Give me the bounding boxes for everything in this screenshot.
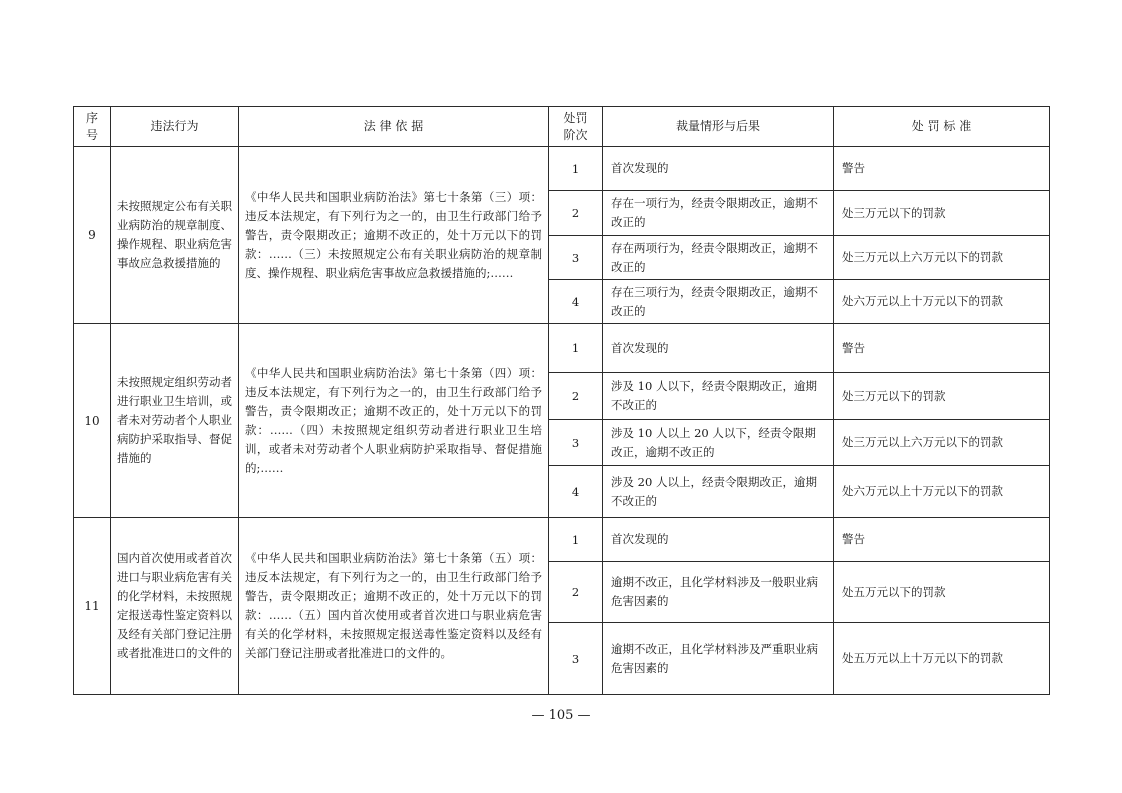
header-violation: 违法行为 [111,107,239,147]
circumstance-cell: 逾期不改正，且化学材料涉及一般职业病危害因素的 [603,562,834,623]
penalty-cell: 警告 [834,147,1050,191]
circumstance-cell: 涉及 10 人以下，经责令限期改正，逾期不改正的 [603,373,834,420]
order-cell: 3 [549,236,603,280]
order-cell: 4 [549,280,603,324]
table-row [74,147,1050,191]
header-seq: 序号 [74,107,111,147]
header-legal-basis: 法 律 依 据 [239,107,549,147]
order-cell: 4 [549,466,603,518]
header-penalty-standard: 处 罚 标 准 [834,107,1050,147]
legal-basis-cell: 《中华人民共和国职业病防治法》第七十条第（三）项：违反本法规定，有下列行为之一的，由卫生行政部门给予警告，责令限期改正；逾期不改正的，处十万元以下的罚款：……（三）未按照规定公布有关职业病防治的规章制度、操作规程、职业病危害事故应急救援措施的;…… [239,147,549,324]
order-cell: 3 [549,420,603,466]
header-circumstance: 裁量情形与后果 [603,107,834,147]
penalty-cell: 处三万元以下的罚款 [834,191,1050,236]
penalty-cell: 警告 [834,324,1050,373]
circumstance-cell: 涉及 10 人以上 20 人以下，经责令限期改正，逾期不改正的 [603,420,834,466]
order-cell: 2 [549,562,603,623]
legal-basis-cell: 《中华人民共和国职业病防治法》第七十条第（五）项：违反本法规定，有下列行为之一的，由卫生行政部门给予警告，责令限期改正；逾期不改正的，处十万元以下的罚款：……（五）国内首次使用或者首次进口与职业病危害有关的化学材料，未按照规定报送毒性鉴定资料以及经有关部门登记注册或者批准进口的文件的。 [239,518,549,695]
circumstance-cell: 存在一项行为，经责令限期改正，逾期不改正的 [603,191,834,236]
penalty-cell: 处三万元以下的罚款 [834,373,1050,420]
order-cell: 1 [549,324,603,373]
circumstance-cell: 存在两项行为，经责令限期改正，逾期不改正的 [603,236,834,280]
order-cell: 1 [549,147,603,191]
penalty-standards-table [73,106,1050,695]
circumstance-cell: 首次发现的 [603,518,834,562]
page-number: — 105 — [531,708,591,723]
seq-cell: 10 [74,324,111,518]
penalty-cell: 处三万元以上六万元以下的罚款 [834,420,1050,466]
seq-cell: 11 [74,518,111,695]
penalty-cell: 处六万元以上十万元以下的罚款 [834,280,1050,324]
circumstance-cell: 逾期不改正，且化学材料涉及严重职业病危害因素的 [603,623,834,695]
violation-cell: 国内首次使用或者首次进口与职业病危害有关的化学材料，未按照规定报送毒性鉴定资料以及经有关部门登记注册或者批准进口的文件的 [111,518,239,695]
circumstance-cell: 首次发现的 [603,147,834,191]
violation-cell: 未按照规定公布有关职业病防治的规章制度、操作规程、职业病危害事故应急救援措施的 [111,147,239,324]
penalty-cell: 处三万元以上六万元以下的罚款 [834,236,1050,280]
order-cell: 2 [549,191,603,236]
penalty-cell: 处五万元以下的罚款 [834,562,1050,623]
legal-basis-cell: 《中华人民共和国职业病防治法》第七十条第（四）项：违反本法规定，有下列行为之一的，由卫生行政部门给予警告，责令限期改正；逾期不改正的，处十万元以下的罚款：……（四）未按照规定组织劳动者进行职业卫生培训，或者未对劳动者个人职业病防护采取指导、督促措施的;…… [239,324,549,518]
penalty-cell: 处六万元以上十万元以下的罚款 [834,466,1050,518]
table-row [74,324,1050,373]
seq-cell: 9 [74,147,111,324]
header-row [74,107,1050,147]
table-row [74,518,1050,562]
order-cell: 2 [549,373,603,420]
circumstance-cell: 首次发现的 [603,324,834,373]
header-penalty-order: 处罚阶次 [549,107,603,147]
order-cell: 1 [549,518,603,562]
violation-cell: 未按照规定组织劳动者进行职业卫生培训，或者未对劳动者个人职业病防护采取指导、督促措施的 [111,324,239,518]
order-cell: 3 [549,623,603,695]
circumstance-cell: 存在三项行为，经责令限期改正，逾期不改正的 [603,280,834,324]
penalty-cell: 警告 [834,518,1050,562]
penalty-cell: 处五万元以上十万元以下的罚款 [834,623,1050,695]
circumstance-cell: 涉及 20 人以上，经责令限期改正，逾期不改正的 [603,466,834,518]
